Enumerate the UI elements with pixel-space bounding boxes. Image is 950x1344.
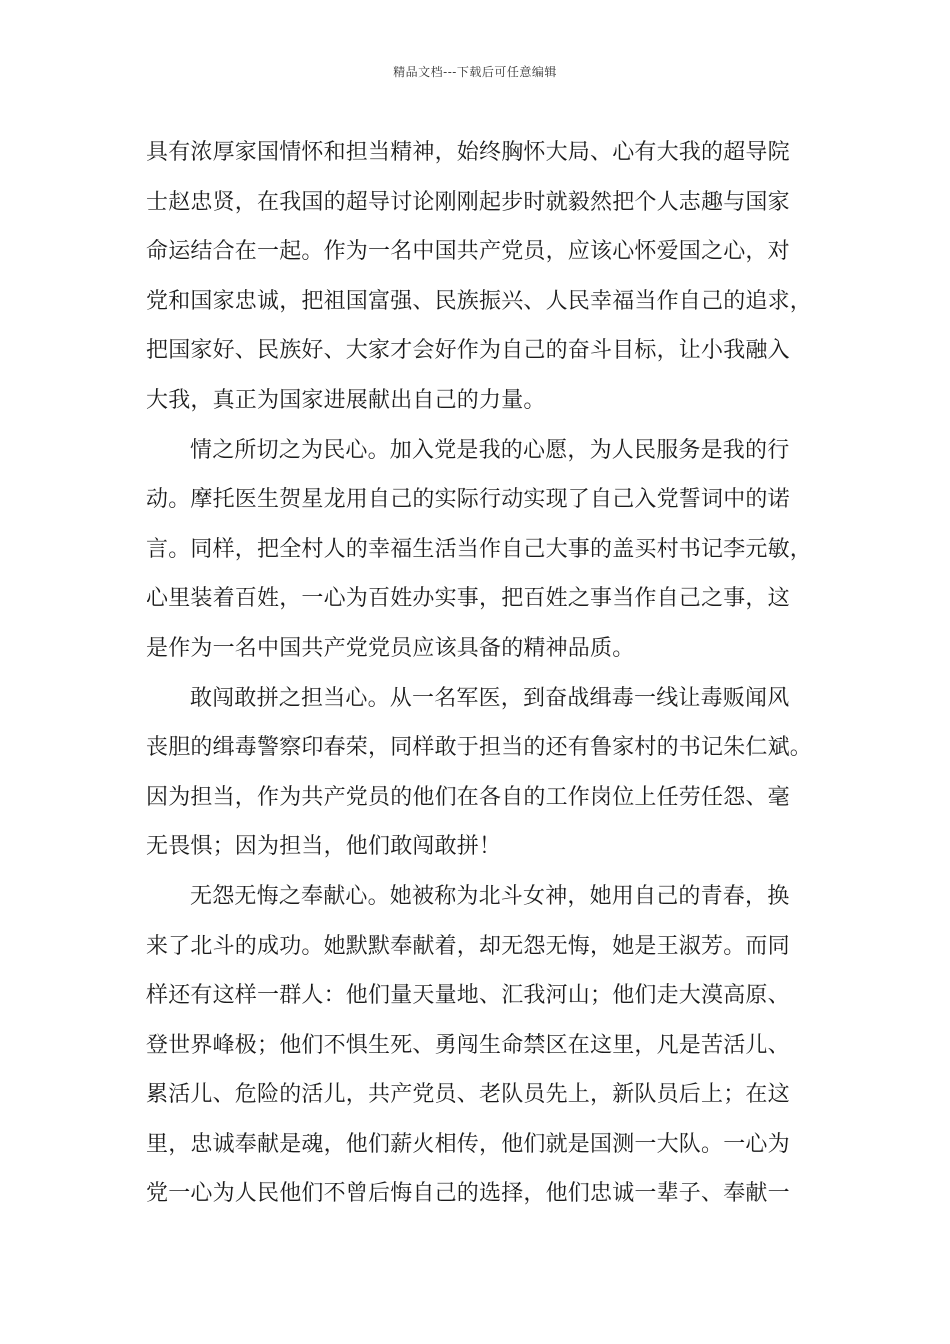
- text-line: 累活儿、危险的活儿，共产党员、老队员先上，新队员后上；在这: [146, 1082, 790, 1108]
- paragraph-first-line: 无怨无悔之奉献心。她被称为北斗女神，她用自己的青春，换: [190, 883, 790, 909]
- text-line: 具有浓厚家国情怀和担当精神，始终胸怀大局、心有大我的超导院: [146, 140, 790, 165]
- text-line: 命运结合在一起。作为一名中国共产党员，应该心怀爱国之心，对: [146, 239, 790, 265]
- text-line: 把国家好、民族好、大家才会好作为自己的奋斗目标，让小我融入: [146, 338, 790, 364]
- text-line: 动。摩托医生贺星龙用自己的实际行动实现了自己入党誓词中的诺: [146, 487, 790, 513]
- text-line: 士赵忠贤，在我国的超导讨论刚刚起步时就毅然把个人志趣与国家: [146, 189, 790, 215]
- text-line: 言。同样，把全村人的幸福生活当作自己大事的盖买村书记李元敏，: [146, 536, 813, 562]
- paragraph-first-line: 敢闯敢拼之担当心。从一名军医，到奋战缉毒一线让毒贩闻风: [190, 685, 790, 711]
- text-line: 党和国家忠诚，把祖国富强、民族振兴、人民幸福当作自己的追求，: [146, 288, 813, 314]
- text-line: 样还有这样一群人：他们量天量地、汇我河山；他们走大漠高原、: [146, 983, 790, 1009]
- text-line: 因为担当，作为共产党员的他们在各自的工作岗位上任劳任怨、毫: [146, 784, 790, 810]
- text-line: 是作为一名中国共产党党员应该具备的精神品质。: [146, 635, 635, 661]
- text-line: 党一心为人民他们不曾后悔自己的选择，他们忠诚一辈子、奉献一: [146, 1181, 790, 1207]
- text-line: 登世界峰极；他们不惧生死、勇闯生命禁区在这里，凡是苦活儿、: [146, 1032, 790, 1058]
- paragraph-first-line: 情之所切之为民心。加入党是我的心愿，为人民服务是我的行: [190, 437, 790, 463]
- text-line: 来了北斗的成功。她默默奉献着，却无怨无悔，她是王淑芳。而同: [146, 933, 790, 959]
- text-line: 心里装着百姓，一心为百姓办实事，把百姓之事当作自己之事，这: [146, 586, 790, 612]
- document-body: [146, 128, 813, 1219]
- text-line: 丧胆的缉毒警察印春荣，同样敢于担当的还有鲁家村的书记朱仁斌。: [146, 735, 813, 761]
- page-header: 精品文档---下载后可任意编辑: [393, 65, 557, 79]
- text-line: 里，忠诚奉献是魂，他们薪火相传，他们就是国测一大队。一心为: [146, 1131, 790, 1157]
- text-line: 大我，真正为国家进展献出自己的力量。: [146, 387, 546, 413]
- text-line: 无畏惧；因为担当，他们敢闯敢拼！: [146, 834, 502, 860]
